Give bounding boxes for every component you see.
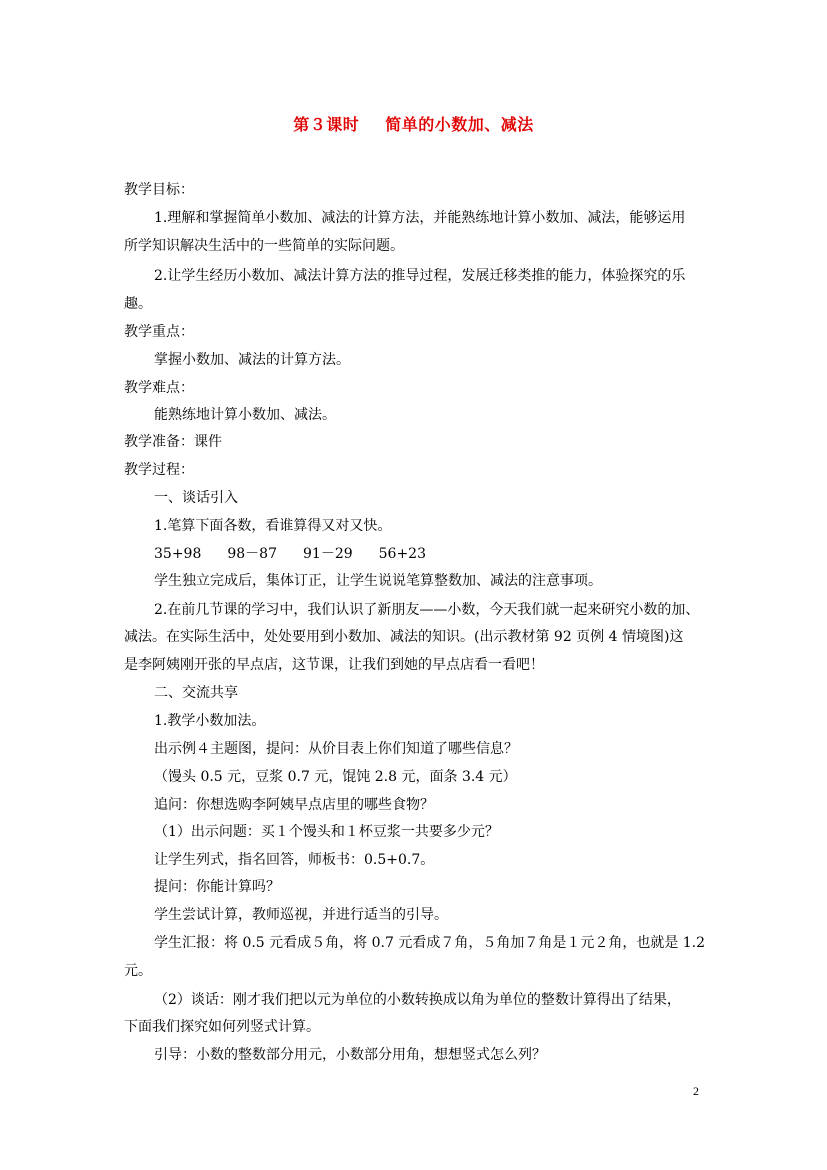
- paragraph-line: 下面我们探究如何列竖式计算。: [124, 1019, 320, 1035]
- paragraph-line: 趣。: [124, 296, 152, 312]
- page-number: 2: [693, 1084, 699, 1098]
- paragraph-line: 元。: [124, 963, 152, 979]
- heading-preparation: 教学准备：课件: [124, 434, 222, 450]
- paragraph-line: 减法。在实际生活中，处处要用到小数加、减法的知识。(出示教材第 92 页例 4 情境图)这: [124, 629, 684, 645]
- lesson-number: 第３课时: [293, 115, 360, 134]
- paragraph-line: 引导：小数的整数部分用元，小数部分用角，想想竖式怎么列？: [154, 1047, 546, 1063]
- paragraph-line: 2.在前几节课的学习中，我们认识了新朋友——小数，今天我们就一起来研究小数的加、: [154, 602, 700, 618]
- exercise-item: 56+23: [378, 546, 426, 562]
- exercise-item: 98－87: [227, 546, 277, 562]
- paragraph-line: 所学知识解决生活中的一些简单的实际问题。: [124, 238, 404, 254]
- paragraph-line: （馒头 0.5 元，豆浆 0.7 元，馄饨 2.8 元，面条 3.4 元）: [154, 769, 517, 785]
- heading-process: 教学过程：: [124, 462, 194, 478]
- exercise-item: 35+98: [154, 546, 202, 562]
- exercise-row: [154, 544, 452, 564]
- section-heading: 二、交流共享: [154, 685, 238, 701]
- paragraph-line: 能熟练地计算小数加、减法。: [154, 407, 336, 423]
- paragraph-line: 是李阿姨刚开张的早点店，这节课，让我们到她的早点店看一看吧！: [124, 657, 544, 673]
- page-title: [0, 112, 827, 135]
- paragraph-line: 让学生列式，指名回答，师板书：0.5+0.7。: [154, 852, 435, 868]
- paragraph-line: 1.教学小数加法。: [154, 713, 266, 729]
- paragraph-line: 2.让学生经历小数加、减法计算方法的推导过程，发展迁移类推的能力，体验探究的乐: [154, 268, 686, 284]
- heading-key-points: 教学重点：: [124, 324, 194, 340]
- paragraph-line: 学生汇报：将 0.5 元看成５角，将 0.7 元看成７角，５角加７角是１元２角，也就是 1.2: [154, 935, 706, 951]
- paragraph-line: 提问：你能计算吗？: [154, 879, 280, 895]
- paragraph-line: 追问：你想选购李阿姨早点店里的哪些食物？: [154, 797, 434, 813]
- lesson-topic: 简单的小数加、减法: [385, 115, 534, 134]
- paragraph-line: 1.理解和掌握简单小数加、减法的计算方法，并能熟练地计算小数加、减法，能够运用: [154, 210, 686, 226]
- paragraph-line: （2）谈话：刚才我们把以元为单位的小数转换成以角为单位的整数计算得出了结果，: [154, 992, 681, 1008]
- exercise-item: 91－29: [303, 546, 353, 562]
- paragraph-line: 学生尝试计算，教师巡视，并进行适当的引导。: [154, 907, 448, 923]
- section-heading: 一、谈话引入: [154, 490, 238, 506]
- paragraph-line: 1.笔算下面各数，看谁算得又对又快。: [154, 518, 392, 534]
- paragraph-line: 学生独立完成后，集体订正，让学生说说笔算整数加、减法的注意事项。: [154, 573, 602, 589]
- paragraph-line: 掌握小数加、减法的计算方法。: [154, 352, 350, 368]
- paragraph-line: （1）出示问题：买１个馒头和１杯豆浆一共要多少元？: [154, 824, 499, 840]
- heading-objectives: 教学目标：: [124, 182, 194, 198]
- heading-difficulties: 教学难点：: [124, 380, 194, 396]
- paragraph-line: 出示例４主题图，提问：从价目表上你们知道了哪些信息？: [154, 741, 518, 757]
